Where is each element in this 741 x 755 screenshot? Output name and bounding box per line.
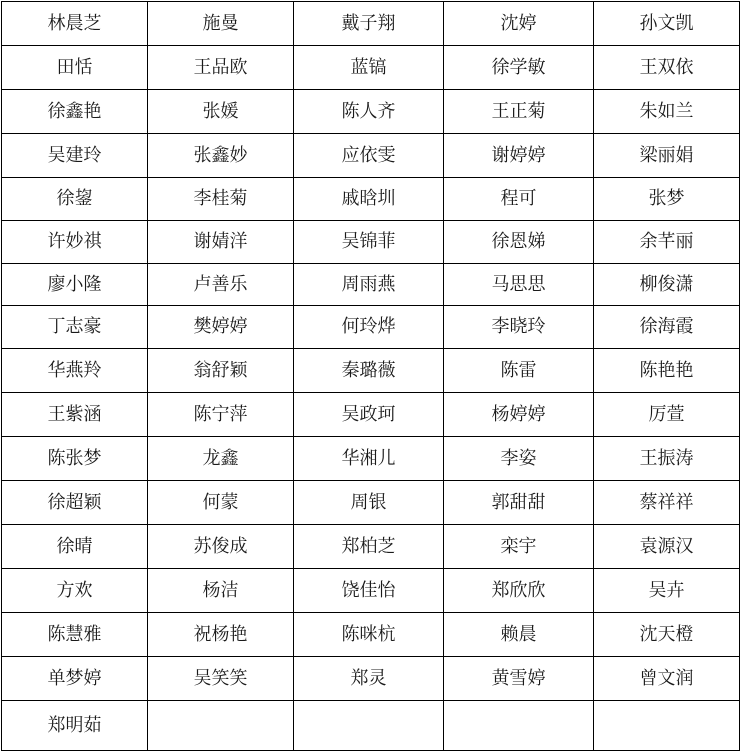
name-cell [148, 657, 294, 701]
name-cell [148, 525, 294, 569]
student-name: 苏俊成 [193, 535, 248, 557]
name-cell [444, 134, 594, 178]
student-name: 吴卉 [648, 579, 685, 601]
student-name: 张鑫妙 [193, 144, 248, 166]
name-cell [294, 657, 444, 701]
student-name: 单梦婷 [47, 667, 102, 689]
student-name: 梁丽娟 [639, 144, 694, 166]
name-cell [594, 569, 740, 613]
student-name: 马思思 [491, 273, 546, 295]
name-cell [148, 46, 294, 90]
student-name: 张媛 [202, 100, 239, 122]
name-cell [2, 134, 148, 178]
name-cell [294, 2, 444, 46]
name-table [1, 1, 740, 751]
name-cell [444, 306, 594, 349]
name-cell [294, 481, 444, 525]
name-cell [594, 349, 740, 393]
name-cell [2, 349, 148, 393]
student-name: 黄雪婷 [491, 667, 546, 689]
name-cell [444, 613, 594, 657]
name-cell [294, 525, 444, 569]
student-name: 谢婷婷 [491, 144, 546, 166]
student-name: 余芊丽 [639, 231, 694, 252]
table-row [2, 134, 740, 178]
student-name: 廖小隆 [47, 273, 102, 295]
table-row [2, 306, 740, 349]
student-name: 蔡祥祥 [639, 491, 694, 513]
name-cell [594, 178, 740, 221]
student-name: 孙文凯 [639, 12, 694, 34]
student-name: 陈雷 [500, 359, 537, 381]
name-cell [444, 221, 594, 264]
table-row [2, 437, 740, 481]
name-cell [594, 264, 740, 306]
table-row [2, 569, 740, 613]
student-name: 徐鑫艳 [47, 100, 102, 122]
student-name: 杨洁 [202, 579, 239, 601]
student-name: 杨婷婷 [491, 403, 546, 425]
table-row [2, 221, 740, 264]
name-cell [2, 481, 148, 525]
name-cell [444, 569, 594, 613]
name-cell [594, 437, 740, 481]
name-cell [444, 264, 594, 306]
name-cell [294, 46, 444, 90]
name-cell [594, 134, 740, 178]
name-cell [148, 701, 294, 751]
student-name: 袁源汉 [639, 535, 694, 557]
student-name: 徐超颖 [47, 491, 102, 513]
name-cell [594, 393, 740, 437]
name-cell [148, 306, 294, 349]
name-cell [148, 134, 294, 178]
student-name: 陈咪杭 [341, 623, 396, 645]
name-cell [2, 569, 148, 613]
name-cell [2, 701, 148, 751]
name-cell [444, 525, 594, 569]
student-name: 龙鑫 [202, 447, 239, 469]
name-cell [294, 613, 444, 657]
student-name: 陈慧雅 [47, 623, 102, 645]
name-cell [148, 90, 294, 134]
name-cell [444, 90, 594, 134]
name-cell [444, 46, 594, 90]
table-row [2, 657, 740, 701]
table-row [2, 393, 740, 437]
name-cell [2, 90, 148, 134]
name-cell [148, 349, 294, 393]
student-name: 周雨燕 [341, 273, 396, 295]
name-cell [594, 701, 740, 751]
student-name: 翁舒颖 [193, 359, 248, 381]
name-cell [148, 264, 294, 306]
student-name: 徐学敏 [491, 56, 546, 78]
student-name: 徐恩娣 [491, 231, 546, 252]
student-name: 陈宁萍 [193, 403, 248, 425]
student-name: 饶佳怡 [341, 579, 396, 601]
student-name: 周银 [350, 491, 387, 513]
table-row [2, 525, 740, 569]
name-cell [2, 46, 148, 90]
student-name: 樊婷婷 [193, 316, 248, 337]
name-cell [294, 569, 444, 613]
student-name: 赖晨 [500, 623, 537, 645]
student-name: 吴建玲 [47, 144, 102, 166]
name-cell [594, 525, 740, 569]
name-cell [294, 134, 444, 178]
student-name: 施曼 [202, 12, 239, 34]
student-name: 何蒙 [202, 491, 239, 513]
name-cell [2, 393, 148, 437]
table-row [2, 2, 740, 46]
student-name: 郑明茹 [47, 714, 102, 736]
name-cell [2, 657, 148, 701]
student-name: 林晨芝 [47, 12, 102, 34]
name-cell [594, 2, 740, 46]
table-row [2, 701, 740, 751]
table-row [2, 46, 740, 90]
name-cell [294, 393, 444, 437]
student-name: 徐晴 [56, 535, 93, 557]
student-name: 郑灵 [350, 667, 387, 689]
student-name: 柳俊潇 [639, 273, 694, 295]
name-cell [444, 481, 594, 525]
table-row [2, 481, 740, 525]
student-name: 厉萱 [648, 403, 685, 425]
student-name: 程可 [500, 188, 537, 209]
name-cell [594, 613, 740, 657]
name-cell [594, 481, 740, 525]
student-name: 徐鋆 [56, 188, 93, 209]
name-cell [148, 569, 294, 613]
name-cell [294, 701, 444, 751]
student-name: 王振涛 [639, 447, 694, 469]
student-name: 张梦 [648, 188, 685, 209]
name-cell [594, 46, 740, 90]
student-name: 戴子翔 [341, 12, 396, 34]
name-cell [294, 221, 444, 264]
student-name: 秦璐薇 [341, 359, 396, 381]
name-cell [294, 90, 444, 134]
student-name: 陈人齐 [341, 100, 396, 122]
name-cell [148, 481, 294, 525]
student-name: 栾宇 [500, 535, 537, 557]
student-name: 李姿 [500, 447, 537, 469]
table-row [2, 613, 740, 657]
name-table-body [2, 2, 740, 751]
name-cell [148, 437, 294, 481]
name-cell [294, 264, 444, 306]
name-cell [594, 306, 740, 349]
student-name: 华湘儿 [341, 447, 396, 469]
student-name: 丁志豪 [47, 316, 102, 337]
student-name: 戚晗圳 [341, 188, 396, 209]
student-name: 曾文润 [639, 667, 694, 689]
student-name: 李桂菊 [193, 188, 248, 209]
student-name: 卢善乐 [193, 273, 248, 295]
student-name: 王紫涵 [47, 403, 102, 425]
student-name: 沈婷 [500, 12, 537, 34]
name-cell [444, 657, 594, 701]
name-cell [444, 701, 594, 751]
student-name: 吴锦菲 [341, 231, 396, 252]
table-row [2, 90, 740, 134]
student-name: 王正菊 [491, 100, 546, 122]
name-cell [148, 393, 294, 437]
table-row [2, 264, 740, 306]
student-name: 何玲烨 [341, 316, 396, 337]
name-cell [148, 613, 294, 657]
name-cell [148, 178, 294, 221]
name-cell [444, 349, 594, 393]
name-cell [594, 90, 740, 134]
name-cell [2, 221, 148, 264]
student-name: 祝杨艳 [193, 623, 248, 645]
name-cell [444, 393, 594, 437]
name-cell [294, 349, 444, 393]
name-cell [294, 306, 444, 349]
name-cell [2, 264, 148, 306]
student-name: 郭甜甜 [491, 491, 546, 513]
student-name: 王双依 [639, 56, 694, 78]
student-name: 郑柏芝 [341, 535, 396, 557]
name-cell [2, 306, 148, 349]
student-name: 华燕羚 [47, 359, 102, 381]
name-cell [444, 178, 594, 221]
student-name: 陈张梦 [47, 447, 102, 469]
name-cell [2, 613, 148, 657]
student-name: 李晓玲 [491, 316, 546, 337]
name-cell [294, 437, 444, 481]
student-name: 王品欧 [193, 56, 248, 78]
student-name: 沈天橙 [639, 623, 694, 645]
name-cell [2, 525, 148, 569]
student-name: 吴政珂 [341, 403, 396, 425]
name-cell [2, 178, 148, 221]
name-cell [594, 221, 740, 264]
student-name: 郑欣欣 [491, 579, 546, 601]
student-name: 吴笑笑 [193, 667, 248, 689]
student-name: 应依雯 [341, 144, 396, 166]
name-cell [444, 2, 594, 46]
table-row [2, 349, 740, 393]
name-cell [294, 178, 444, 221]
student-name: 蓝镐 [350, 56, 387, 78]
name-cell [148, 221, 294, 264]
name-cell [444, 437, 594, 481]
student-name: 陈艳艳 [639, 359, 694, 381]
name-cell [148, 2, 294, 46]
name-cell [594, 657, 740, 701]
name-cell [2, 437, 148, 481]
student-name: 方欢 [56, 579, 93, 601]
student-name: 谢婧洋 [193, 231, 248, 252]
student-name: 朱如兰 [639, 100, 694, 122]
student-name: 许妙祺 [47, 231, 102, 252]
table-row [2, 178, 740, 221]
student-name: 徐海霞 [639, 316, 694, 337]
name-cell [2, 2, 148, 46]
student-name: 田恬 [56, 56, 93, 78]
